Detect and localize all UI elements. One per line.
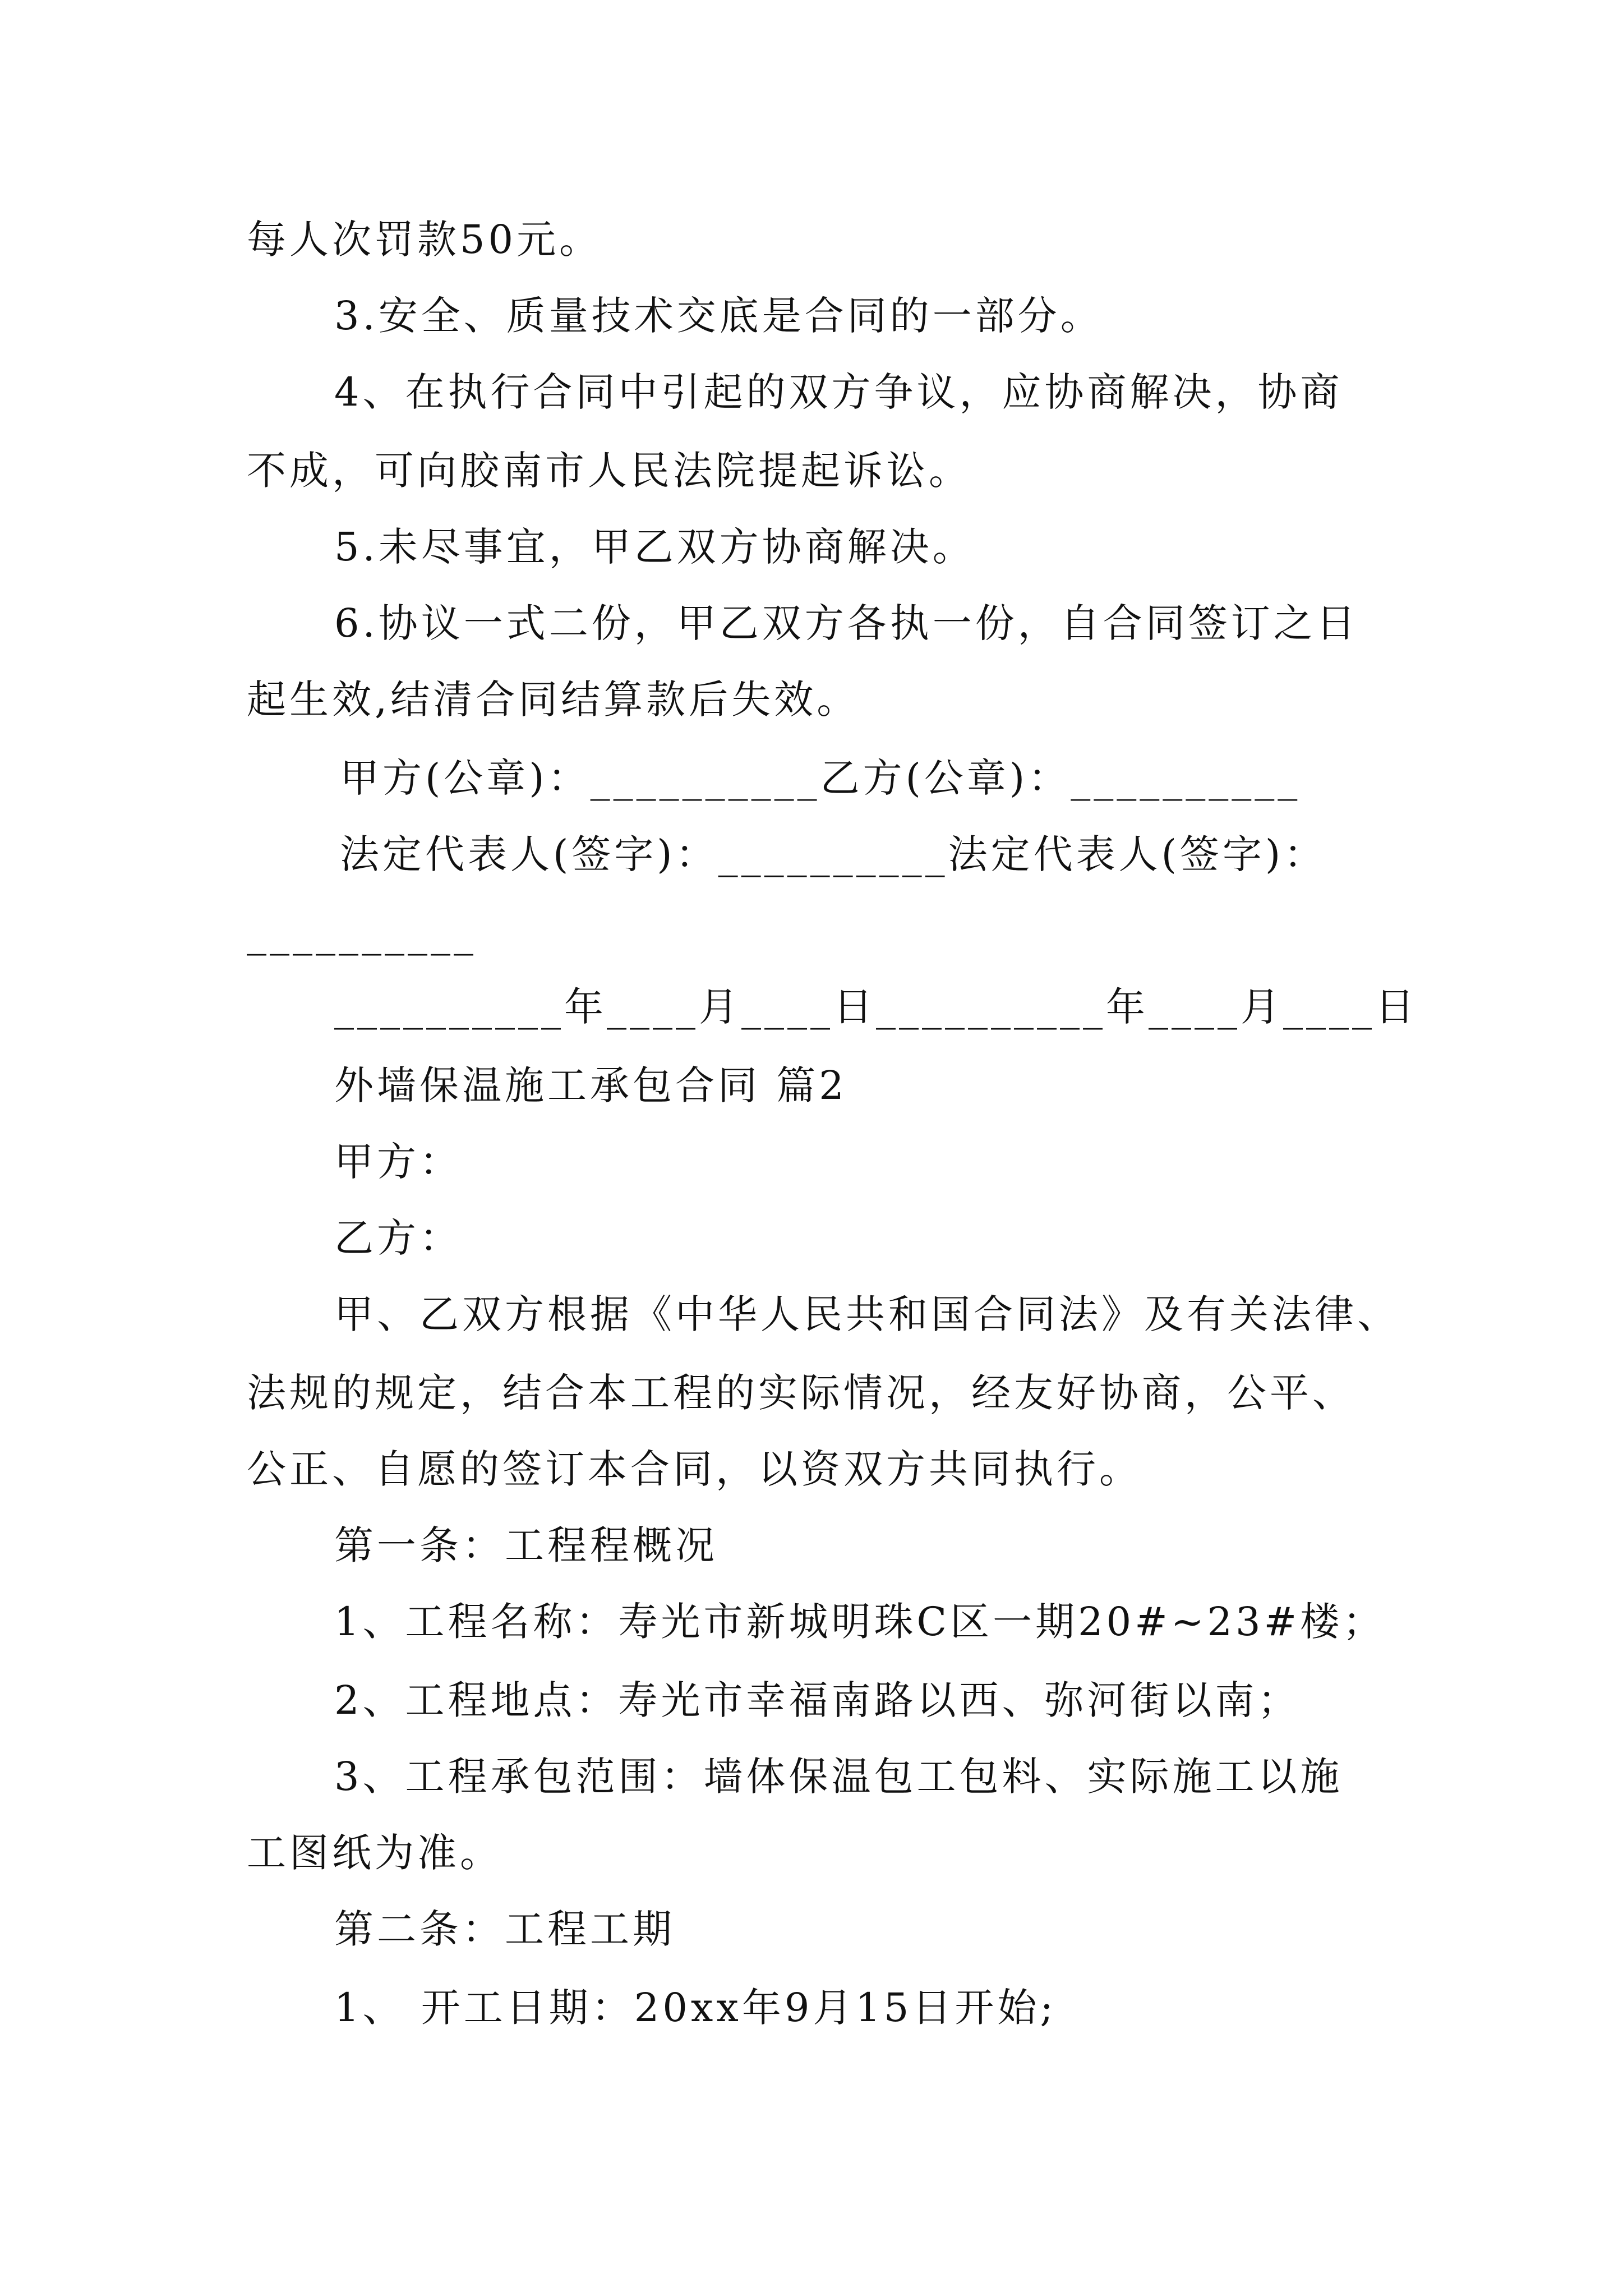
text-line: 3、工程承包范围：墙体保温包工包料、实际施工以施	[334, 1754, 1343, 1800]
text-line: 工图纸为准。	[247, 1830, 502, 1876]
text-line: 4、在执行合同中引起的双方争议，应协商解决，协商	[334, 369, 1343, 415]
text-line: 公正、自愿的签订本合同，以资双方共同执行。	[247, 1446, 1142, 1492]
party-b-label: 乙方：	[334, 1215, 462, 1261]
article-heading: 第一条：工程程概况	[334, 1522, 718, 1568]
signature-blank: __________	[247, 910, 477, 956]
date-line: __________年____月____日__________年____月____日	[334, 984, 1418, 1030]
text-line: 法规的规定，结合本工程的实际情况，经友好协商，公平、	[247, 1370, 1355, 1416]
text-line: 1、 开工日期：20xx年9月15日开始;	[334, 1985, 1057, 2031]
section-title: 外墙保温施工承包合同 篇2	[334, 1062, 847, 1108]
text-line: 6.协议一式二份，甲乙双方各执一份，自合同签订之日	[334, 600, 1359, 646]
text-line: 3.安全、质量技术交底是合同的一部分。	[334, 293, 1103, 339]
text-line: 起生效,结清合同结算款后失效。	[247, 677, 860, 723]
signature-line-representative: 法定代表人(签字)：__________法定代表人(签字)：	[340, 831, 1327, 877]
text-line: 2、工程地点：寿光市幸福南路以西、弥河街以南；	[334, 1677, 1301, 1723]
signature-line-seal: 甲方(公章)：__________乙方(公章)：__________	[340, 755, 1301, 801]
text-line: 每人次罚款50元。	[247, 217, 602, 263]
article-heading: 第二条：工程工期	[334, 1906, 675, 1952]
text-line: 甲、乙双方根据《中华人民共和国合同法》及有关法律、	[334, 1291, 1400, 1337]
party-a-label: 甲方：	[334, 1139, 462, 1185]
text-line: 5.未尽事宜，甲乙双方协商解决。	[334, 524, 975, 570]
text-line: 不成，可向胶南市人民法院提起诉讼。	[247, 448, 971, 494]
text-line: 1、工程名称：寿光市新城明珠C区一期20#~23#楼；	[334, 1599, 1386, 1645]
